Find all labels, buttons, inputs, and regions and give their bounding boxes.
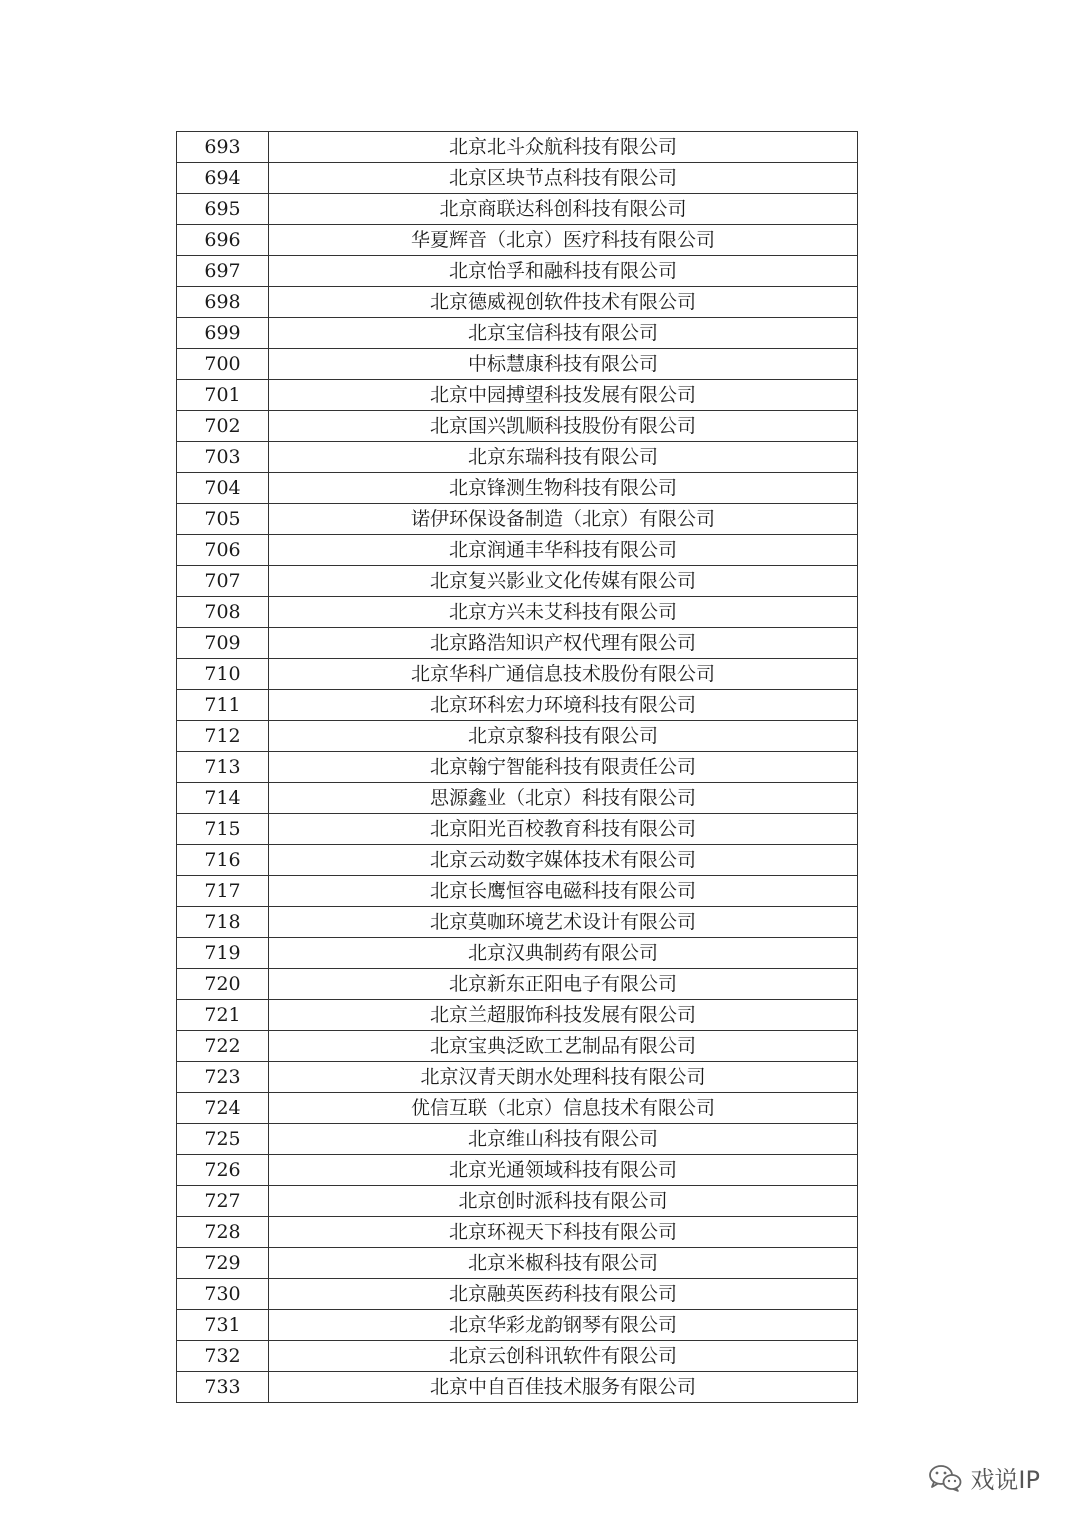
row-number-cell: 732 xyxy=(177,1341,269,1372)
table-row xyxy=(177,287,858,318)
row-number-cell: 714 xyxy=(177,783,269,814)
company-name-cell: 北京锋测生物科技有限公司 xyxy=(269,473,858,504)
table-row xyxy=(177,1186,858,1217)
row-number-cell: 704 xyxy=(177,473,269,504)
company-name-cell: 北京兰超服饰科技发展有限公司 xyxy=(269,1000,858,1031)
company-name-cell: 北京汉青天朗水处理科技有限公司 xyxy=(269,1062,858,1093)
row-number-cell: 699 xyxy=(177,318,269,349)
company-name-cell: 北京国兴凯顺科技股份有限公司 xyxy=(269,411,858,442)
row-number-cell: 723 xyxy=(177,1062,269,1093)
table-row xyxy=(177,814,858,845)
company-name-cell: 北京区块节点科技有限公司 xyxy=(269,163,858,194)
table-row xyxy=(177,1310,858,1341)
row-number-cell: 698 xyxy=(177,287,269,318)
company-name-cell: 北京方兴未艾科技有限公司 xyxy=(269,597,858,628)
company-name-cell: 北京怡孚和融科技有限公司 xyxy=(269,256,858,287)
wechat-icon xyxy=(928,1464,962,1492)
company-name-cell: 北京环视天下科技有限公司 xyxy=(269,1217,858,1248)
company-name-cell: 优信互联（北京）信息技术有限公司 xyxy=(269,1093,858,1124)
row-number-cell: 697 xyxy=(177,256,269,287)
row-number-cell: 727 xyxy=(177,1186,269,1217)
company-list-table xyxy=(176,131,858,1403)
company-name-cell: 北京阳光百校教育科技有限公司 xyxy=(269,814,858,845)
company-name-cell: 北京京黎科技有限公司 xyxy=(269,721,858,752)
row-number-cell: 720 xyxy=(177,969,269,1000)
row-number-cell: 711 xyxy=(177,690,269,721)
company-name-cell: 北京润通丰华科技有限公司 xyxy=(269,535,858,566)
row-number-cell: 729 xyxy=(177,1248,269,1279)
row-number-cell: 702 xyxy=(177,411,269,442)
table-row xyxy=(177,256,858,287)
company-name-cell: 北京新东正阳电子有限公司 xyxy=(269,969,858,1000)
company-list-body xyxy=(177,132,858,1403)
row-number-cell: 730 xyxy=(177,1279,269,1310)
row-number-cell: 707 xyxy=(177,566,269,597)
row-number-cell: 717 xyxy=(177,876,269,907)
table-row xyxy=(177,1341,858,1372)
row-number-cell: 700 xyxy=(177,349,269,380)
table-row xyxy=(177,1217,858,1248)
row-number-cell: 733 xyxy=(177,1372,269,1403)
row-number-cell: 696 xyxy=(177,225,269,256)
table-row xyxy=(177,969,858,1000)
table-row xyxy=(177,721,858,752)
table-row xyxy=(177,845,858,876)
company-name-cell: 北京翰宁智能科技有限责任公司 xyxy=(269,752,858,783)
table-row xyxy=(177,411,858,442)
table-row xyxy=(177,349,858,380)
table-row xyxy=(177,318,858,349)
table-row xyxy=(177,473,858,504)
table-row xyxy=(177,783,858,814)
row-number-cell: 728 xyxy=(177,1217,269,1248)
table-row xyxy=(177,1155,858,1186)
company-name-cell: 北京华科广通信息技术股份有限公司 xyxy=(269,659,858,690)
table-row xyxy=(177,628,858,659)
row-number-cell: 731 xyxy=(177,1310,269,1341)
table-row xyxy=(177,1248,858,1279)
company-name-cell: 思源鑫业（北京）科技有限公司 xyxy=(269,783,858,814)
row-number-cell: 694 xyxy=(177,163,269,194)
row-number-cell: 722 xyxy=(177,1031,269,1062)
company-name-cell: 北京东瑞科技有限公司 xyxy=(269,442,858,473)
table-row xyxy=(177,907,858,938)
table-row xyxy=(177,1093,858,1124)
table-row xyxy=(177,1124,858,1155)
company-name-cell: 华夏辉音（北京）医疗科技有限公司 xyxy=(269,225,858,256)
table-row xyxy=(177,752,858,783)
company-name-cell: 北京华彩龙韵钢琴有限公司 xyxy=(269,1310,858,1341)
row-number-cell: 718 xyxy=(177,907,269,938)
row-number-cell: 725 xyxy=(177,1124,269,1155)
table-row xyxy=(177,225,858,256)
row-number-cell: 708 xyxy=(177,597,269,628)
company-name-cell: 北京维山科技有限公司 xyxy=(269,1124,858,1155)
table-row xyxy=(177,566,858,597)
watermark xyxy=(928,1460,1040,1495)
company-name-cell: 北京中园搏望科技发展有限公司 xyxy=(269,380,858,411)
table-row xyxy=(177,1062,858,1093)
row-number-cell: 710 xyxy=(177,659,269,690)
row-number-cell: 715 xyxy=(177,814,269,845)
company-name-cell: 北京德威视创软件技术有限公司 xyxy=(269,287,858,318)
row-number-cell: 701 xyxy=(177,380,269,411)
company-name-cell: 北京米椒科技有限公司 xyxy=(269,1248,858,1279)
company-name-cell: 北京汉典制药有限公司 xyxy=(269,938,858,969)
table-row xyxy=(177,1031,858,1062)
table-row xyxy=(177,876,858,907)
company-name-cell: 北京光通领域科技有限公司 xyxy=(269,1155,858,1186)
row-number-cell: 716 xyxy=(177,845,269,876)
row-number-cell: 705 xyxy=(177,504,269,535)
company-name-cell: 北京复兴影业文化传媒有限公司 xyxy=(269,566,858,597)
table-row xyxy=(177,380,858,411)
company-name-cell: 北京莫咖环境艺术设计有限公司 xyxy=(269,907,858,938)
company-name-cell: 北京长鹰恒容电磁科技有限公司 xyxy=(269,876,858,907)
row-number-cell: 695 xyxy=(177,194,269,225)
table-row xyxy=(177,597,858,628)
table-row xyxy=(177,504,858,535)
company-name-cell: 北京中自百佳技术服务有限公司 xyxy=(269,1372,858,1403)
company-name-cell: 诺伊环保设备制造（北京）有限公司 xyxy=(269,504,858,535)
row-number-cell: 713 xyxy=(177,752,269,783)
table-row xyxy=(177,132,858,163)
company-name-cell: 北京融英医药科技有限公司 xyxy=(269,1279,858,1310)
row-number-cell: 703 xyxy=(177,442,269,473)
table-row xyxy=(177,659,858,690)
company-name-cell: 北京宝典泛欧工艺制品有限公司 xyxy=(269,1031,858,1062)
company-name-cell: 北京环科宏力环境科技有限公司 xyxy=(269,690,858,721)
company-name-cell: 北京商联达科创科技有限公司 xyxy=(269,194,858,225)
table-row xyxy=(177,1000,858,1031)
row-number-cell: 721 xyxy=(177,1000,269,1031)
row-number-cell: 712 xyxy=(177,721,269,752)
row-number-cell: 724 xyxy=(177,1093,269,1124)
table-row xyxy=(177,1279,858,1310)
company-name-cell: 北京创时派科技有限公司 xyxy=(269,1186,858,1217)
table-row xyxy=(177,690,858,721)
row-number-cell: 726 xyxy=(177,1155,269,1186)
table-row xyxy=(177,442,858,473)
row-number-cell: 693 xyxy=(177,132,269,163)
table-row xyxy=(177,1372,858,1403)
company-name-cell: 北京云动数字媒体技术有限公司 xyxy=(269,845,858,876)
row-number-cell: 706 xyxy=(177,535,269,566)
watermark-text: 戏说IP xyxy=(970,1466,1040,1494)
company-name-cell: 北京云创科讯软件有限公司 xyxy=(269,1341,858,1372)
company-name-cell: 北京北斗众航科技有限公司 xyxy=(269,132,858,163)
table-row xyxy=(177,163,858,194)
row-number-cell: 719 xyxy=(177,938,269,969)
company-name-cell: 北京路浩知识产权代理有限公司 xyxy=(269,628,858,659)
table-row xyxy=(177,535,858,566)
company-name-cell: 中标慧康科技有限公司 xyxy=(269,349,858,380)
table-row xyxy=(177,194,858,225)
table-row xyxy=(177,938,858,969)
row-number-cell: 709 xyxy=(177,628,269,659)
company-name-cell: 北京宝信科技有限公司 xyxy=(269,318,858,349)
